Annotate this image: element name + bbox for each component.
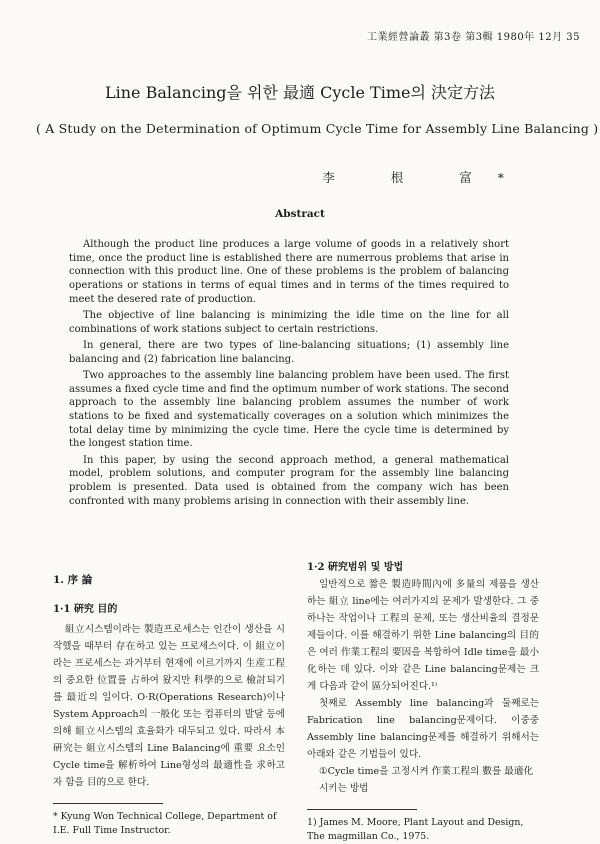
method-list-item: ①Cycle time을 고정시켜 作業工程의 數를 最適化시키는 방법 xyxy=(319,766,534,794)
subsection-heading-scope: 1·2 硏究범위 및 방법 xyxy=(307,562,404,573)
paper-subtitle: ( A Study on the Determination of Optimum Cycle Time for Assembly Line Balancing ) xyxy=(36,121,599,136)
abstract-heading: Abstract xyxy=(275,208,325,220)
abstract-paragraph: The objective of line balancing is minimizing the idle time on the line for all combinations of work stations subject to certain restrictions. xyxy=(69,310,509,335)
abstract-paragraph: In general, there are two types of line-balancing situations; (1) assembly line balancing and (2) fabrication line balancing. xyxy=(69,339,509,365)
running-header: 工業經營論叢 第3卷 第3輯 1980年 12月 35 xyxy=(366,32,580,43)
reference-divider xyxy=(307,809,417,810)
author-name: 李 根 富* xyxy=(322,170,530,185)
subsection-heading-purpose: 1·1 硏究 目的 xyxy=(53,604,118,615)
abstract-body xyxy=(69,238,509,511)
body-paragraph: 첫째로 Assembly line balancing과 둘째로는 Fabrication line balancing문제이다. 이중중 Assembly line balancing문제를 해결하기 위해서는 아래와 같은 기법들이 있다. xyxy=(307,698,539,760)
reference-note: 1) James M. Moore, Plant Layout and Design, The magmillan Co., 1975. xyxy=(307,817,524,842)
paper-title: Line Balancing을 위한 最適 Cycle Time의 決定方法 xyxy=(105,83,495,102)
abstract-paragraph: Although the product line produces a large volume of goods in a relatively short time, once the product line is established there are numerrous problems that arise in connection with this product line. One of these problems is the problem of balancing operations or stations in terms of equal times and in terms of the times required to meet the desered rate of production. xyxy=(69,239,509,305)
abstract-paragraph: Two approaches to the assembly line balancing problem have been used. The first assumes a fixed cycle time and find the optimum number of work stations. The second approach to the assembly line balancing problem assumes the number of work stations to be fixed and systematically coverages on a solution which minimizes the total delay time by minimizing the cycle time. Here the cycle time is determined by the longest station time. xyxy=(69,369,509,450)
body-paragraph: 組立시스템이라는 製造프로세스는 인간이 생산을 시작했을 때부터 存在하고 있는 프로세스이다. 이 組立이라는 프로세스는 과거부터 현재에 이르기까지 生産工程의 중요한 位置를 占하여 왔지만 科學的으로 檢討되기를 最近의 일이다. O·R(Operations Research)이나 System Approach의 一般化 또는 컴퓨터의 발달 등에 의해 組立시스템의 효율화가 대두되고 있다. 따라서 本硏究는 組立시스템의 Line Balancing에 重要 요소인 Cycle time을 解析하여 Line형성의 最適性을 求하고자 함을 目的으로 한다. xyxy=(53,624,285,788)
abstract-paragraph: In this paper, by using the second approach method, a general mathematical model, problem solutions, and computer program for the assembly line balancing problem is presented. Data used is obtained from the company wich has been confronted with many problems arising in connection with their assembly line. xyxy=(69,454,509,507)
left-column xyxy=(53,572,285,838)
body-paragraph: 일반적으로 짧은 製造時間內에 多量의 제품을 생산하는 組立 line에는 여러가지의 문제가 발생한다. 그 중 하나는 작업이나 工程의 문제, 또는 생산비율의 결정문제들이다. 이를 해결하기 위한 Line balancing의 目的은 여러 作業工程의 要因을 복합하여 Idle time을 最小化하는 데 있다. 이와 같은 Line balancing문제는 크게 다음과 같이 區分되어진다.¹⁾ xyxy=(307,579,539,692)
author-footnote: * Kyung Won Technical College, Department of I.E. Full Time Instructor. xyxy=(53,811,277,836)
footnote-divider xyxy=(53,803,163,804)
right-column xyxy=(307,559,539,844)
section-heading-introduction: 1. 序 論 xyxy=(53,574,93,586)
